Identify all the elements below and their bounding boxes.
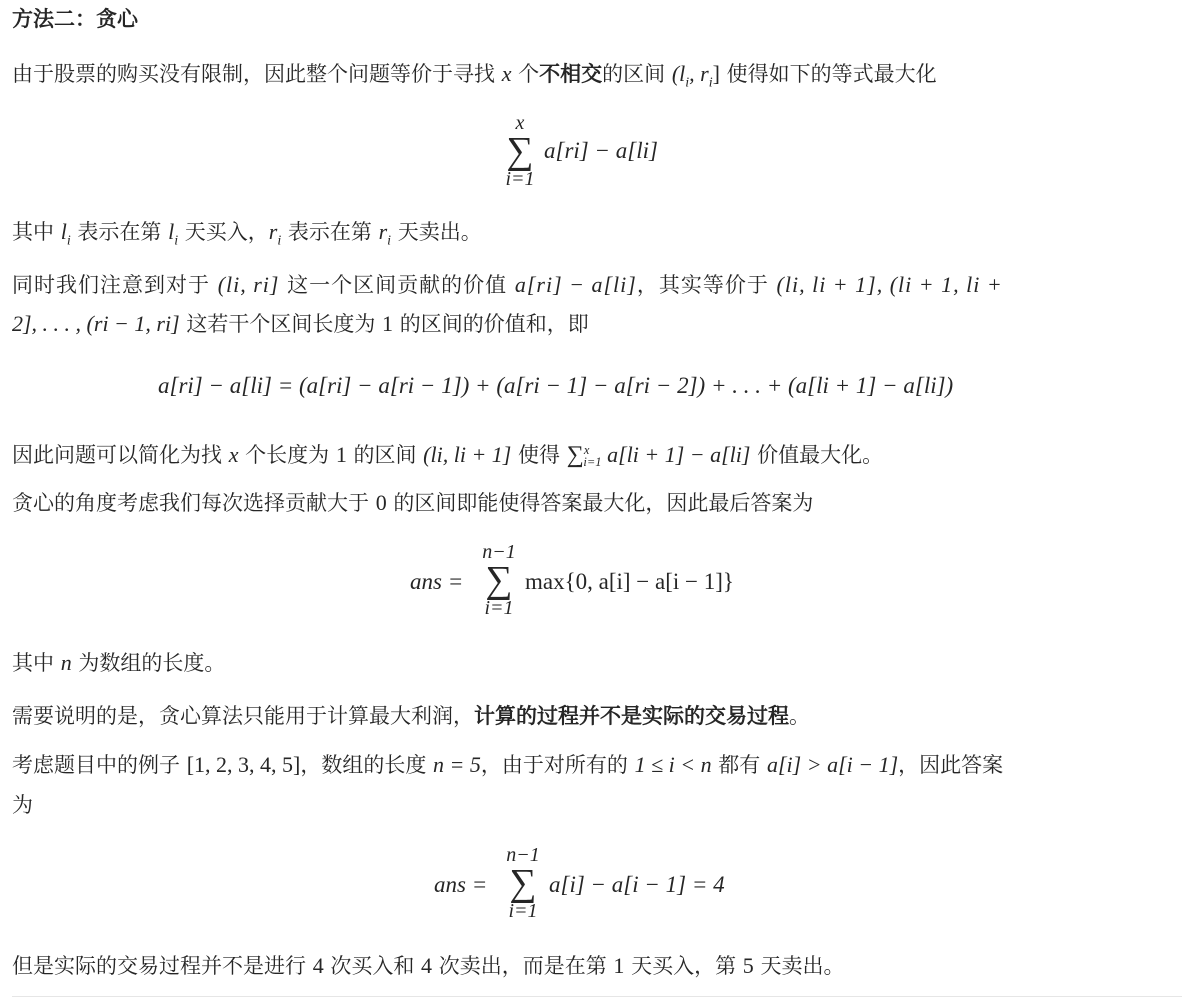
equation-sum-1: x ∑ i=1	[505, 112, 535, 190]
math-interval: ($l_i$, $r_i$]	[671, 61, 720, 91]
emphasis-not-actual-trades: 计算的过程并不是实际的交易过程	[474, 704, 789, 728]
paragraph-decomposition-line2: 2], . . . , (ri − 1, ri] 这若干个区间长度为 1 的区间的价值和，即	[12, 311, 589, 336]
paragraph-n-def: 其中 n 为数组的长度。	[12, 650, 226, 675]
equation-body-4: a[i] − a[i − 1] = 4	[549, 872, 725, 897]
paragraph-simplify: 因此问题可以简化为找 x 个长度为 1 的区间 (li, li + 1] 使得 ∑$^x_{i=1}$ a[li + 1] − a[li] 价值最大化。	[12, 442, 884, 469]
emphasis-non-overlapping: 不相交	[539, 62, 603, 86]
paragraph-note: 需要说明的是，贪心算法只能用于计算最大利润，计算的过程并不是实际的交易过程。	[12, 704, 810, 728]
equation-sum-3: n−1 ∑ i=1	[482, 541, 516, 619]
paragraph-decomposition-line1: 同时我们注意到对于 (li, ri] 这一个区间贡献的价值 a[ri] − a[li]，其实等价于 (li, li + 1], (li + 1, li +	[12, 272, 1003, 297]
section-heading: 方法二：贪心	[12, 7, 138, 31]
paragraph-intro: 由于股票的购买没有限制，因此整个问题等价于寻找 x 个不相交的区间 ($l_i$, $r_i$] 使得如下的等式最大化	[12, 61, 937, 91]
paragraph-example-line1: 考虑题目中的例子 [1, 2, 3, 4, 5]，数组的长度 n = 5，由于对所有的 1 ≤ i < n 都有 a[i] > a[i − 1]，因此答案	[12, 752, 1004, 777]
paragraph-conclusion: 但是实际的交易过程并不是进行 4 次买入和 4 次卖出，而是在第 1 天买入，第 5 天卖出。	[12, 953, 845, 978]
equation-body-3: max{0, a[i] − a[i − 1]}	[525, 569, 734, 594]
equation-sum-4: n−1 ∑ i=1	[506, 844, 540, 922]
paragraph-example-line2: 为	[12, 793, 33, 817]
equation-ans-lhs-2: ans =	[434, 872, 488, 897]
math-x: x	[501, 61, 512, 86]
section-divider	[12, 996, 1182, 997]
equation-telescoping: a[ri] − a[li] = (a[ri] − a[ri − 1]) + (a[ri − 1] − a[ri − 2]) + . . . + (a[li + 1] − a[li])	[158, 373, 954, 398]
paragraph-greedy: 贪心的角度考虑我们每次选择贡献大于 0 的区间即能使得答案最大化，因此最后答案为	[12, 490, 814, 515]
paragraph-definitions: 其中 $l_i$ 表示在第 $l_i$ 天买入，$r_i$ 表示在第 $r_i$ 天卖出。	[12, 219, 482, 249]
equation-body-1: a[ri] − a[li]	[544, 138, 658, 163]
equation-ans-lhs-1: ans =	[410, 569, 464, 594]
